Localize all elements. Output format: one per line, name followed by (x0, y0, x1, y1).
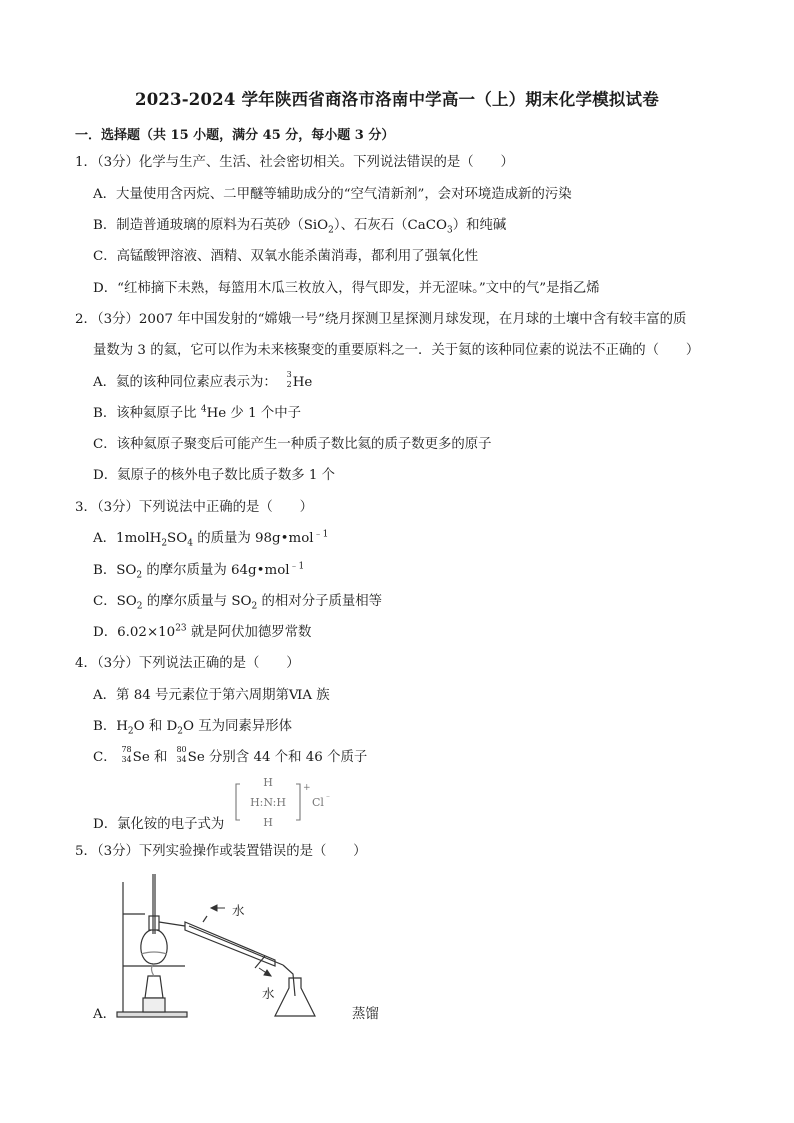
formula-minus-charge: ﹣ (324, 791, 332, 800)
formula-h-top: H (263, 776, 273, 789)
question-2-stem-line1: 2．（3分）2007 年中国发射的“嫦娥一号”绕月探测卫星探测月球发现，在月球的土壤中含有较丰富的质 (75, 312, 687, 327)
question-3-option-c: C．$SO_2$ 的摩尔质量与 $SO_2$ 的相对分子质量相等 (93, 594, 383, 612)
page-title: 2023-2024 学年陕西省商洛市洛南中学高一（上）期末化学模拟试卷 (135, 90, 659, 109)
question-3-stem: 3．（3分）下列说法中正确的是（ ） (75, 500, 313, 515)
question-3-option-a: A．$1molH_2SO_4$ 的质量为 98g•mol$^{﹣1}$ (93, 529, 329, 549)
question-5-option-a: A． (93, 1007, 117, 1022)
question-4-option-d: D．氯化铵的电子式为 (93, 817, 225, 832)
question-1-option-b: B．制造普通玻璃的原料为石英砂（SiO$_2$）、石灰石（CaCO$_3$）和纯碱 (93, 218, 507, 236)
question-3-option-b: B．$SO_2$ 的摩尔质量为 64g•mol$^{﹣1}$ (93, 561, 305, 581)
water-out-label: 水 (262, 986, 275, 1001)
formula-cl: Cl (312, 796, 324, 809)
formula-hnh: H:N:H (250, 796, 286, 809)
question-4-option-c: C． 78 34 Se 和 80 34 Se 分别含 44 个和 46 个质子 (93, 745, 368, 765)
question-1-option-d: D．“红柿摘下未熟，每篮用木瓜三枚放入，得气即发，并无涩味。”文中的气”是指乙烯 (93, 281, 600, 296)
question-4-option-a: A．第 84 号元素位于第六周期第ⅥA 族 (93, 688, 330, 703)
formula-plus-charge: + (303, 783, 311, 793)
question-2-option-b: B．该种氦原子比 $^4$He 少 1 个中子 (93, 404, 302, 421)
distillation-apparatus-diagram (115, 872, 365, 1022)
question-4-option-b: B．$H_2O$ 和 $D_2O$ 互为同素异形体 (93, 719, 292, 737)
ammonium-chloride-electron-formula (232, 776, 332, 830)
question-1-option-c: C．高锰酸钾溶液、酒精、双氧水能杀菌消毒，都利用了强氧化性 (93, 249, 479, 264)
question-1-option-a: A．大量使用含丙烷、二甲醚等辅助成分的“空气清新剂”，会对环境造成新的污染 (93, 187, 572, 202)
question-2-option-d: D．氦原子的核外电子数比质子数多 1 个 (93, 468, 336, 483)
question-5-stem: 5．（3分）下列实验操作或装置错误的是（ ） (75, 844, 367, 859)
water-in-label: 水 (232, 903, 245, 918)
question-3-option-d: D．$6.02\times 10^{23}$ 就是阿伏加德罗常数 (93, 623, 312, 640)
question-2-option-a: A．氦的该种同位素应表示为： 3 2 He (93, 370, 313, 390)
question-2-option-c: C．该种氦原子聚变后可能产生一种质子数比氦的质子数更多的原子 (93, 437, 492, 452)
distillation-caption: 蒸馏 (352, 1007, 379, 1022)
question-2-stem-line2: 量数为 3 的氦，它可以作为未来核聚变的重要原料之一．关于氦的该种同位素的说法不正确的（ ） (93, 343, 700, 358)
question-1-stem: 1．（3分）化学与生产、生活、社会密切相关。下列说法错误的是（ ） (75, 155, 514, 170)
section-heading: 一．选择题（共 15 小题，满分 45 分，每小题 3 分） (75, 128, 395, 143)
question-4-stem: 4．（3分）下列说法正确的是（ ） (75, 656, 300, 671)
formula-h-bottom: H (263, 816, 273, 829)
